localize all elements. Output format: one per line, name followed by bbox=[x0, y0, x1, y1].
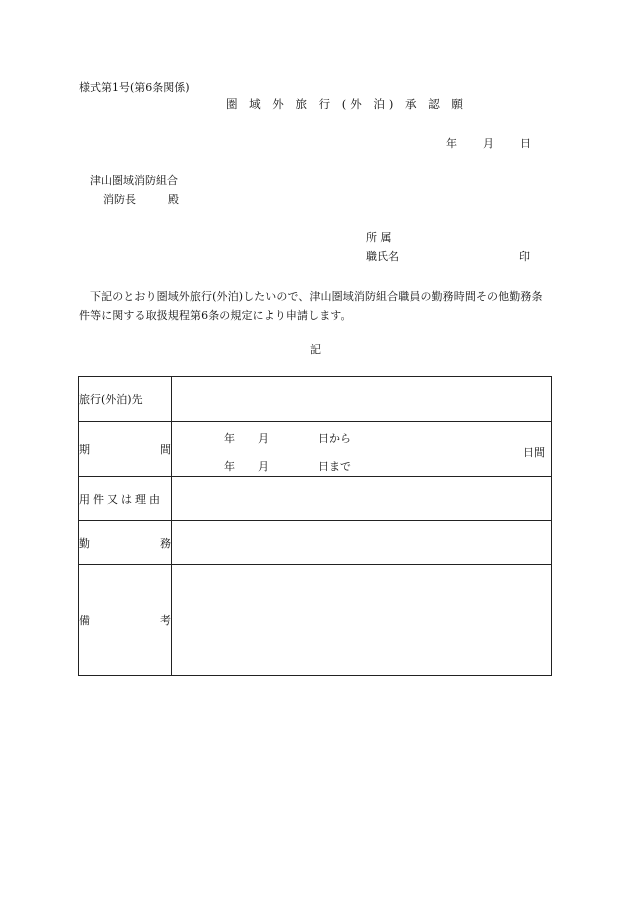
period-end: 年 月 日まで bbox=[224, 460, 351, 473]
destination-field[interactable] bbox=[172, 377, 552, 422]
seal-label: 印 bbox=[519, 250, 530, 263]
affiliation-label: 所 属 bbox=[366, 231, 392, 244]
remarks-field[interactable] bbox=[172, 565, 552, 676]
application-date bbox=[446, 138, 531, 149]
period-start: 年 月 日から bbox=[224, 432, 351, 445]
reason-label: 用件又は理由 bbox=[79, 477, 172, 521]
duty-field[interactable] bbox=[172, 521, 552, 565]
destination-label: 旅行(外泊)先 bbox=[79, 377, 172, 422]
period-label: 期 間 bbox=[79, 422, 172, 477]
destination-row bbox=[79, 377, 552, 422]
addressee-position: 消防長 bbox=[103, 193, 136, 206]
application-form-table bbox=[78, 376, 552, 676]
record-heading: 記 bbox=[310, 343, 321, 356]
applicant-name-row bbox=[366, 251, 530, 262]
document-title: 圏 域 外 旅 行 (外 泊) 承 認 願 bbox=[226, 97, 467, 111]
date-year-label: 年 bbox=[446, 137, 457, 150]
reason-field[interactable] bbox=[172, 477, 552, 521]
period-days: 日間 bbox=[523, 446, 545, 459]
addressee-honorific: 殿 bbox=[168, 193, 179, 206]
remarks-label: 備 考 bbox=[79, 565, 172, 676]
date-month-label: 月 bbox=[483, 137, 494, 150]
period-row bbox=[79, 422, 552, 477]
date-day-label: 日 bbox=[520, 137, 531, 150]
form-number: 様式第1号(第6条関係) bbox=[79, 81, 190, 94]
addressee-organization: 津山圏域消防組合 bbox=[90, 174, 178, 187]
reason-row bbox=[79, 477, 552, 521]
duty-label: 勤 務 bbox=[79, 521, 172, 565]
request-body-text: 下記のとおり圏域外旅行(外泊)したいので、津山圏域消防組合職員の勤務時間その他勤務条件等に関する取扱規程第6条の規定により申請します。 bbox=[79, 290, 543, 322]
remarks-row bbox=[79, 565, 552, 676]
addressee-line bbox=[103, 194, 179, 205]
name-label: 職氏名 bbox=[366, 250, 399, 263]
duty-row bbox=[79, 521, 552, 565]
period-field[interactable] bbox=[172, 422, 552, 477]
